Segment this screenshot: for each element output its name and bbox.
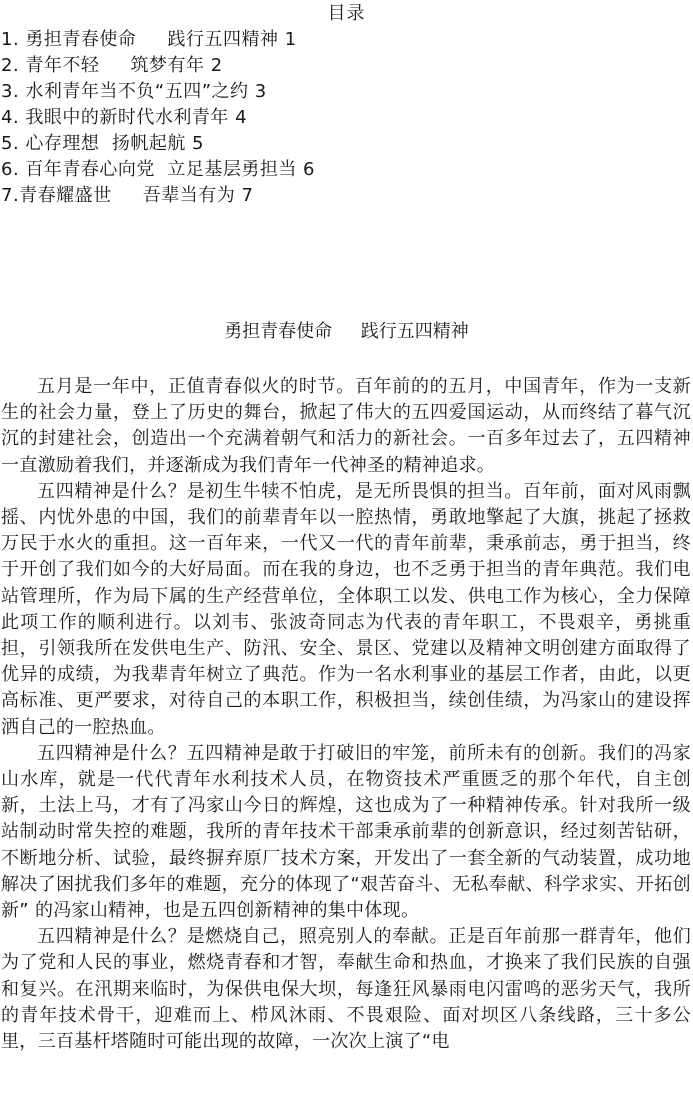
toc-item: 7.青春耀盛世 吾辈当有为 7 [1,185,254,206]
paragraph: 五四精神是什么？五四精神是敢于打破旧的牢笼，前所未有的创新。我们的冯家山水库，就是一代代青年水利技术人员，在物资技术严重匮乏的那个年代，自主创新，土法上马，才有了冯家山今日的辉煌，这也成为了一种精神传承。针对我所一级站制动时常失控的难题，我所的青年技术干部秉承前辈的创新意识，经过刻苦钻研，不断地分析、试验，最终摒弃原厂技术方案，开发出了一套全新的气动装置，成功地解决了困扰我们多年的难题，充分的体现了“艰苦奋斗、无私奉献、科学求实、开拓创新” 的冯家山精神，也是五四创新精神的集中体现。 [1,742,691,922]
toc-item: 4. 我眼中的新时代水利青年 4 [1,107,248,128]
article-body [1,374,691,1055]
toc-item: 3. 水利青年当不负“五四”之约 3 [1,81,267,102]
paragraph: 五月是一年中，正值青春似火的时节。百年前的的五月，中国青年，作为一支新生的社会力量，登上了历史的舞台，掀起了伟大的五四爱国运动，从而终结了暮气沉沉的封建社会，创造出一个充满着朝气和活力的新社会。一百多年过去了，五四精神一直激励着我们，并逐渐成为我们青年一代神圣的精神追求。 [1,376,691,476]
toc-item: 1. 勇担青春使命 践行五四精神 1 [1,29,297,50]
article-title: 勇担青春使命 践行五四精神 [224,321,469,342]
toc-item: 6. 百年青春心向党 立足基层勇担当 6 [1,159,316,180]
toc-item: 2. 青年不轻 筑梦有年 2 [1,55,223,76]
toc-title: 目录 [327,3,366,24]
table-of-contents [1,27,315,209]
paragraph: 五四精神是什么？是初生牛犊不怕虎，是无所畏惧的担当。百年前，面对风雨飘摇、内忧外患的中国，我们的前辈青年以一腔热情，勇敢地擎起了大旗，挑起了拯救万民于水火的重担。这一百年来，一代又一代的青年前辈，秉承前志，勇于担当，终于开创了我们如今的大好局面。而在我的身边，也不乏勇于担当的青年典范。我们电站管理所，作为局下属的生产经营单位，全体职工以发、供电工作为核心，全力保障此项工作的顺利进行。以刘韦、张波奇同志为代表的青年职工，不畏艰辛，勇挑重担，引领我所在发供电生产、防汛、安全、景区、党建以及精神文明创建方面取得了优异的成绩，为我辈青年树立了典范。作为一名水利事业的基层工作者，由此，以更高标准、更严要求，对待自己的本职工作，积极担当，续创佳绩，为冯家山的建设挥洒自己的一腔热血。 [1,480,691,738]
paragraph: 五四精神是什么？是燃烧自己，照亮别人的奉献。正是百年前那一群青年，他们为了党和人民的事业，燃烧青春和才智，奉献生命和热血，才换来了我们民族的自强和复兴。在汛期来临时，为保供电保大坝，每逢狂风暴雨电闪雷鸣的恶劣天气，我所的青年技术骨干，迎难而上、栉风沐雨、不畏艰险、面对坝区八条线路，三十多公里，三百基杆塔随时可能出现的故障，一次次上演了“电 [1,926,691,1053]
toc-item: 5. 心存理想 扬帆起航 5 [1,133,205,154]
